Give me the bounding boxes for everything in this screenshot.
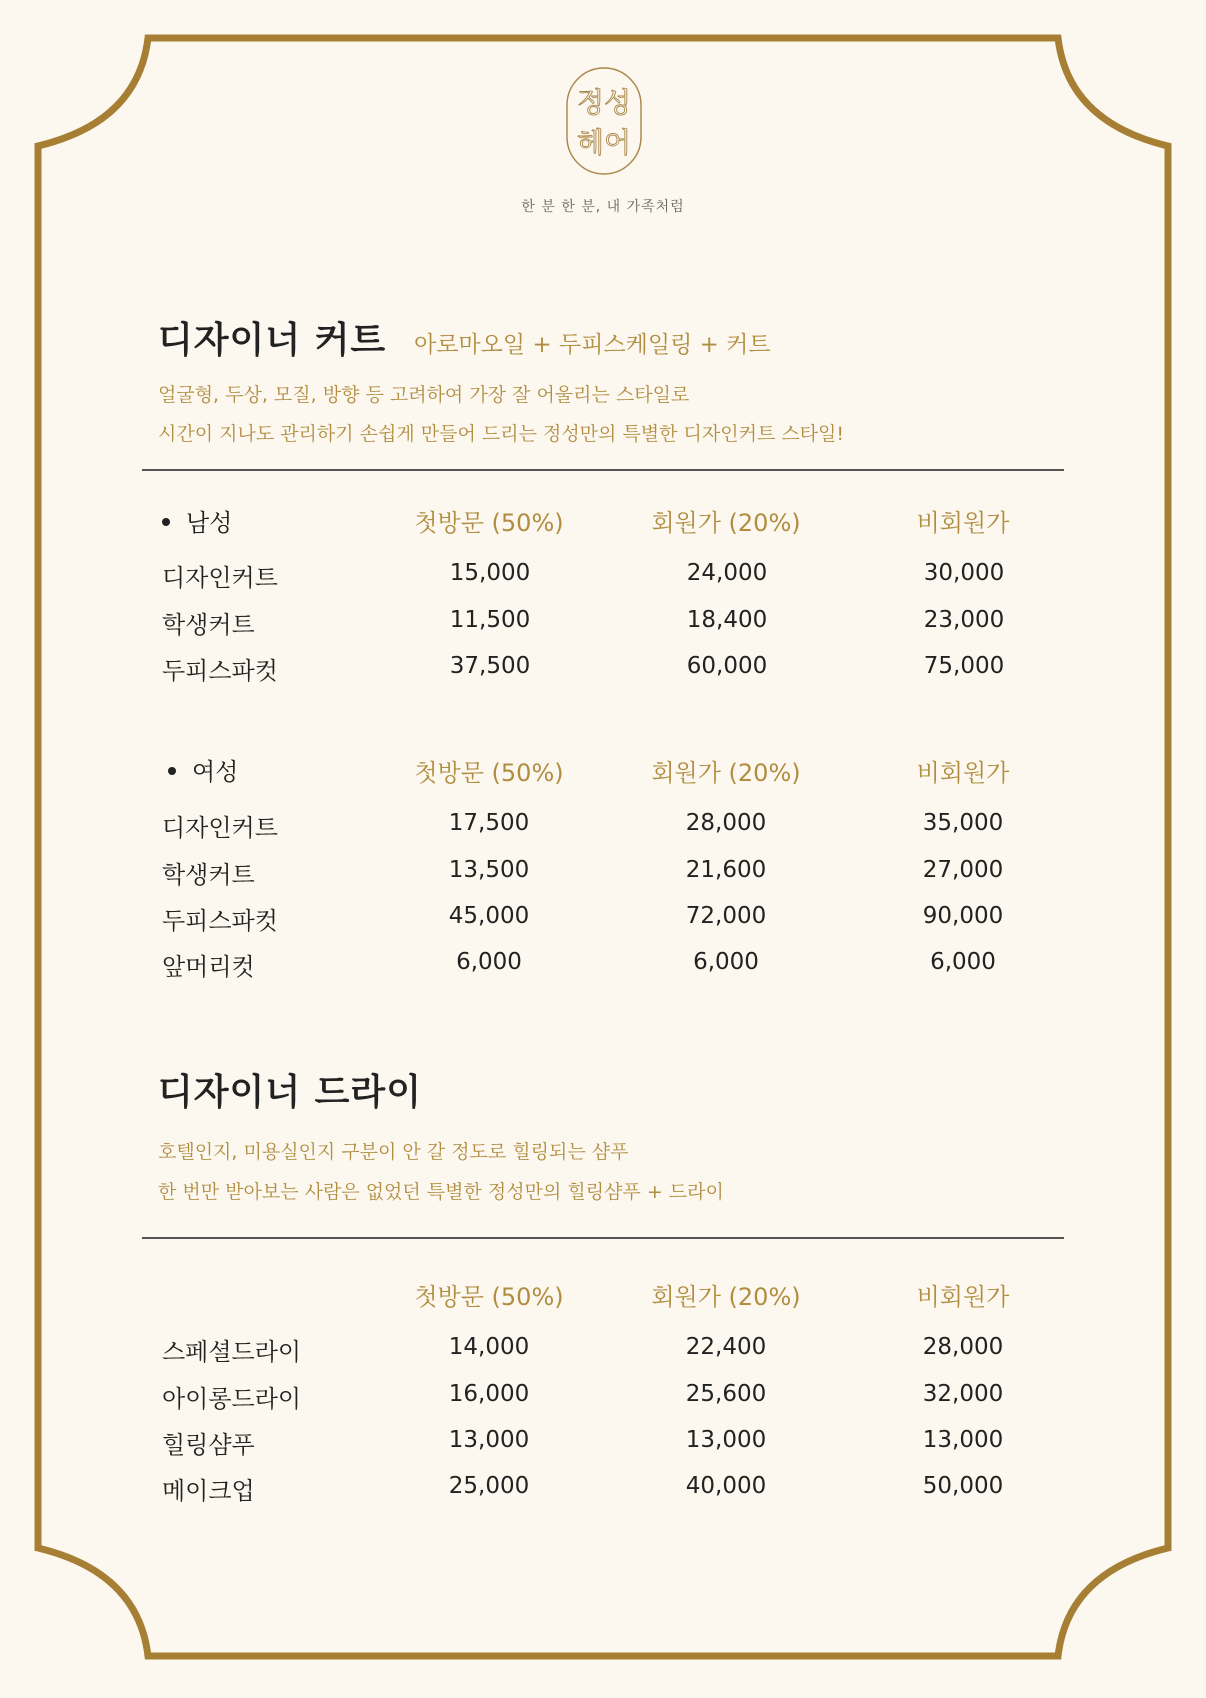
price-first-visit: 16,000 [448, 1381, 530, 1407]
price-first-visit: 15,000 [449, 560, 531, 586]
dry-col-member: 회원가 (20%) [651, 1283, 801, 1311]
dry-desc-line2: 한 번만 받아보는 사람은 없었던 특별한 정성만의 힐링샴푸 + 드라이 [158, 1181, 724, 1203]
row-label: 두피스파컷 [162, 657, 278, 685]
price-nonmember: 32,000 [922, 1381, 1004, 1407]
men-label-text: 남성 [186, 509, 233, 537]
brand-tagline: 한 분 한 분, 내 가족처럼 [521, 199, 685, 215]
row-label: 스페셜드라이 [162, 1338, 302, 1366]
price-first-visit: 11,500 [449, 607, 531, 633]
price-nonmember: 75,000 [923, 653, 1005, 679]
price-member: 18,400 [686, 607, 768, 633]
price-member: 24,000 [686, 560, 768, 586]
price-member: 13,000 [685, 1427, 767, 1453]
price-first-visit: 13,000 [448, 1427, 530, 1453]
cut-desc-line1: 얼굴형, 두상, 모질, 방향 등 고려하여 가장 잘 어울리는 스타일로 [158, 384, 690, 406]
logo-oval-icon [565, 66, 643, 176]
cut-section-subtitle: 아로마오일 + 두피스케일링 + 커트 [414, 332, 771, 358]
price-member: 40,000 [685, 1473, 767, 1499]
women-col-nonmember: 비회원가 [916, 759, 1010, 787]
dry-col-first-visit: 첫방문 (50%) [414, 1283, 564, 1311]
price-nonmember: 50,000 [922, 1473, 1004, 1499]
price-first-visit: 13,500 [448, 857, 530, 883]
price-nonmember: 35,000 [922, 810, 1004, 836]
price-member: 22,400 [685, 1334, 767, 1360]
row-label: 앞머리컷 [162, 953, 255, 981]
cut-desc-line2: 시간이 지나도 관리하기 손쉽게 만들어 드리는 정성만의 특별한 디자인커트 스타일! [158, 423, 845, 445]
price-member: 28,000 [685, 810, 767, 836]
price-member: 60,000 [686, 653, 768, 679]
women-col-first-visit: 첫방문 (50%) [414, 759, 564, 787]
row-label: 아이롱드라이 [162, 1385, 302, 1413]
price-nonmember: 27,000 [922, 857, 1004, 883]
price-first-visit: 6,000 [456, 949, 522, 975]
price-nonmember: 6,000 [930, 949, 996, 975]
price-first-visit: 14,000 [448, 1334, 530, 1360]
logo-text-line2: 헤어 [576, 126, 632, 159]
price-nonmember: 90,000 [922, 903, 1004, 929]
row-label: 힐링샴푸 [162, 1431, 255, 1459]
logo-text-line1: 정성 [576, 86, 632, 119]
price-first-visit: 45,000 [448, 903, 530, 929]
men-col-first-visit: 첫방문 (50%) [414, 509, 564, 537]
men-group-label [162, 503, 232, 538]
row-label: 디자인커트 [162, 564, 278, 592]
row-label: 두피스파컷 [162, 907, 278, 935]
price-first-visit: 37,500 [449, 653, 531, 679]
men-col-nonmember: 비회원가 [916, 509, 1010, 537]
price-member: 25,600 [685, 1381, 767, 1407]
women-label-text: 여성 [192, 758, 239, 786]
women-group-label [168, 752, 238, 787]
row-label: 디자인커트 [162, 814, 278, 842]
dry-divider [142, 1237, 1064, 1239]
men-col-member: 회원가 (20%) [651, 509, 801, 537]
price-nonmember: 23,000 [923, 607, 1005, 633]
price-first-visit: 25,000 [448, 1473, 530, 1499]
dry-section-title: 디자이너 드라이 [158, 1072, 422, 1113]
women-col-member: 회원가 (20%) [651, 759, 801, 787]
price-nonmember: 28,000 [922, 1334, 1004, 1360]
price-nonmember: 30,000 [923, 560, 1005, 586]
bullet-icon [168, 767, 176, 775]
price-member: 72,000 [685, 903, 767, 929]
row-label: 학생커트 [162, 861, 255, 889]
cut-section-title: 디자이너 커트 [158, 320, 387, 361]
dry-desc-line1: 호텔인지, 미용실인지 구분이 안 갈 정도로 힐링되는 샴푸 [158, 1141, 629, 1163]
cut-divider [142, 469, 1064, 471]
price-nonmember: 13,000 [922, 1427, 1004, 1453]
row-label: 학생커트 [162, 611, 255, 639]
dry-col-nonmember: 비회원가 [916, 1283, 1010, 1311]
price-member: 6,000 [693, 949, 759, 975]
price-first-visit: 17,500 [448, 810, 530, 836]
row-label: 메이크업 [162, 1477, 255, 1505]
price-member: 21,600 [685, 857, 767, 883]
brand-logo [565, 66, 643, 176]
bullet-icon [162, 518, 170, 526]
